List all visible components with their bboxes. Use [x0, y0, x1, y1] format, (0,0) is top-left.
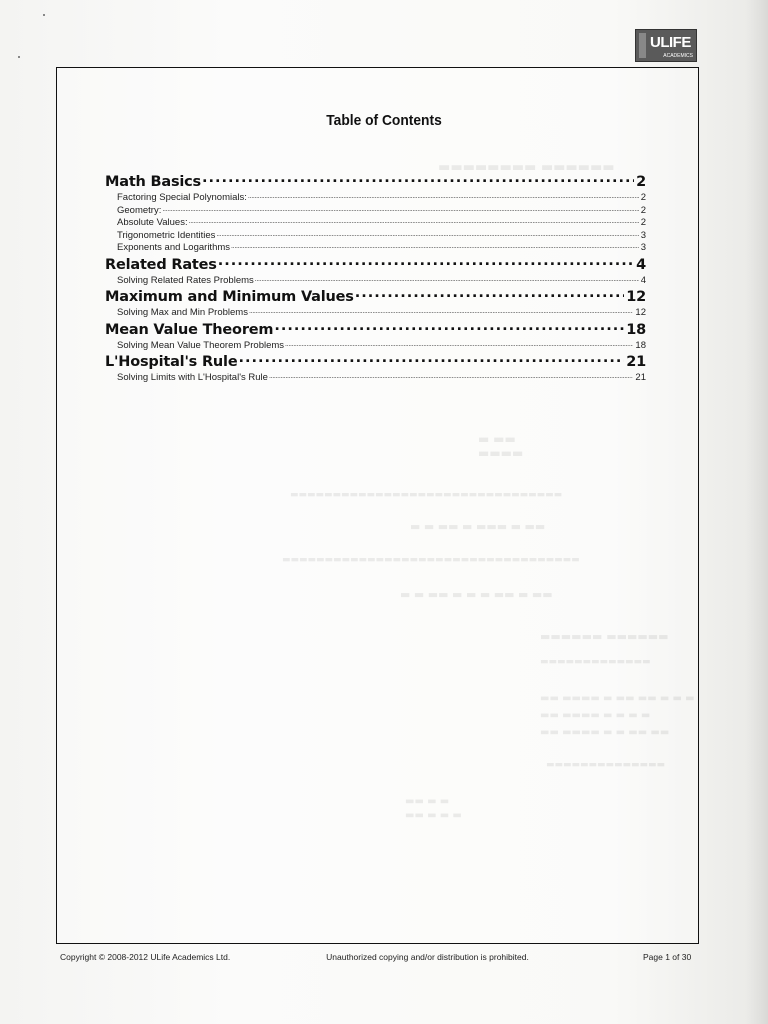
toc-section-page: 21 [626, 354, 646, 370]
toc-subsection-page: 3 [640, 229, 646, 240]
toc-section-title: Math Basics [105, 174, 201, 190]
bleed-through-line: ▬▬▬▬▬▬▬▬▬▬▬▬▬ [540, 657, 651, 667]
toc-subsection-title: Factoring Special Polynomials: [117, 192, 247, 203]
toc-section-page: 2 [636, 174, 646, 190]
dot-leader [218, 253, 634, 269]
bleed-through-formula: ▬ ▬ ▬▬ ▬ ▬▬▬ ▬ ▬▬ [410, 520, 546, 533]
dot-leader [231, 240, 639, 250]
dot-leader [248, 190, 639, 200]
toc-section [105, 285, 646, 305]
dot-leader [162, 203, 638, 213]
toc-subsection-page: 3 [640, 242, 646, 253]
toc-subsection-title: Solving Mean Value Theorem Problems [117, 339, 285, 350]
toc-subsection-page: 4 [640, 274, 646, 285]
toc-section-page: 4 [636, 256, 646, 273]
toc-subsection-title: Absolute Values: [117, 217, 188, 228]
bleed-through-line: ▬▬▬▬▬▬▬▬▬▬▬▬▬▬ [546, 760, 666, 770]
toc-section [105, 318, 646, 338]
toc-subsection-title: Geometry: [117, 204, 162, 215]
dot-leader [216, 228, 638, 238]
toc-subsection-page: 12 [635, 307, 646, 318]
toc-subsection-page: 2 [640, 192, 646, 203]
page-number: Page 1 of 30 [643, 952, 692, 962]
bleed-through-line: ▬▬▬▬▬▬▬▬▬▬▬▬▬▬▬▬▬▬▬▬▬▬▬▬▬▬▬▬▬▬▬▬▬▬▬ [282, 555, 580, 565]
dot-leader [355, 285, 625, 301]
toc-subsection [105, 305, 646, 318]
toc-subsection [105, 190, 646, 203]
bleed-through-line: ▬▬▬▬▬▬▬▬▬▬▬▬▬▬▬▬▬▬▬▬▬▬▬▬▬▬▬▬▬▬▬▬ [290, 490, 563, 500]
toc-section-page: 12 [626, 289, 646, 305]
toc-subsection-page: 2 [640, 204, 646, 215]
bleed-through-heading: ▬▬▬▬▬▬ ▬▬▬▬▬▬▬▬ [438, 160, 615, 175]
toc-subsection-title: Solving Limits with L'Hospital's Rule [117, 372, 268, 383]
dot-leader [202, 170, 634, 186]
scan-speck [43, 14, 45, 16]
page-title: Table of Contents [326, 112, 442, 129]
logo-mark [639, 33, 646, 58]
toc-subsection-page: 21 [635, 372, 646, 383]
logo-brand: ULIFE [650, 34, 691, 51]
toc-section-title: L'Hospital's Rule [105, 354, 238, 370]
toc-section-title: Maximum and Minimum Values [105, 289, 354, 305]
toc-section-title: Mean Value Theorem [105, 321, 274, 338]
dot-leader [255, 273, 639, 283]
toc-section-page: 18 [626, 321, 646, 338]
table-of-contents [105, 170, 646, 383]
toc-subsection-page: 18 [635, 339, 646, 350]
bleed-through-heading: ▬▬▬▬▬▬ ▬▬▬▬▬▬ [540, 630, 669, 643]
bleed-through-formula: ▬ ▬ ▬▬ ▬ ▬ ▬ ▬▬ ▬ ▬▬ [400, 588, 553, 601]
toc-section [105, 170, 646, 190]
dot-leader [285, 338, 633, 348]
toc-subsection [105, 215, 646, 228]
toc-subsection [105, 273, 646, 286]
bleed-through-formula: ▬▬ ▬ ▬ ▬▬ ▬ ▬ ▬ [405, 796, 462, 821]
toc-section [105, 350, 646, 370]
toc-subsection-page: 2 [640, 217, 646, 228]
toc-subsection-title: Solving Related Rates Problems [117, 274, 254, 285]
toc-subsection-title: Exponents and Logarithms [117, 242, 231, 253]
toc-subsection [105, 203, 646, 216]
dot-leader [189, 215, 639, 225]
logo-tagline: ACADEMICS [663, 53, 693, 59]
toc-section [105, 253, 646, 273]
copyright-text: Copyright © 2008-2012 ULife Academics Ltd. [60, 952, 231, 962]
bleed-through-formula: ▬ ▬▬ ▬▬▬▬ [478, 432, 524, 460]
scan-speck [18, 56, 20, 58]
toc-subsection-title: Trigonometric Identities [117, 229, 216, 240]
dot-leader [238, 350, 624, 366]
page-edge-shadow [746, 0, 768, 1024]
dot-leader [274, 318, 624, 334]
ulife-logo [635, 29, 697, 62]
copying-notice: Unauthorized copying and/or distribution is prohibited. [326, 952, 529, 962]
toc-section-title: Related Rates [105, 256, 217, 273]
dot-leader [249, 305, 633, 315]
toc-subsection [105, 228, 646, 241]
toc-subsection-title: Solving Max and Min Problems [117, 307, 248, 318]
toc-subsection [105, 370, 646, 383]
dot-leader [269, 370, 633, 380]
toc-subsection [105, 240, 646, 253]
toc-subsection [105, 338, 646, 351]
bleed-through-block: ▬▬ ▬▬▬▬ ▬ ▬▬ ▬▬ ▬ ▬ ▬ ▬▬ ▬▬▬▬ ▬ ▬ ▬ ▬ ▬▬ ▬▬▬▬ ▬ ▬ ▬▬ ▬▬ [540, 693, 695, 738]
